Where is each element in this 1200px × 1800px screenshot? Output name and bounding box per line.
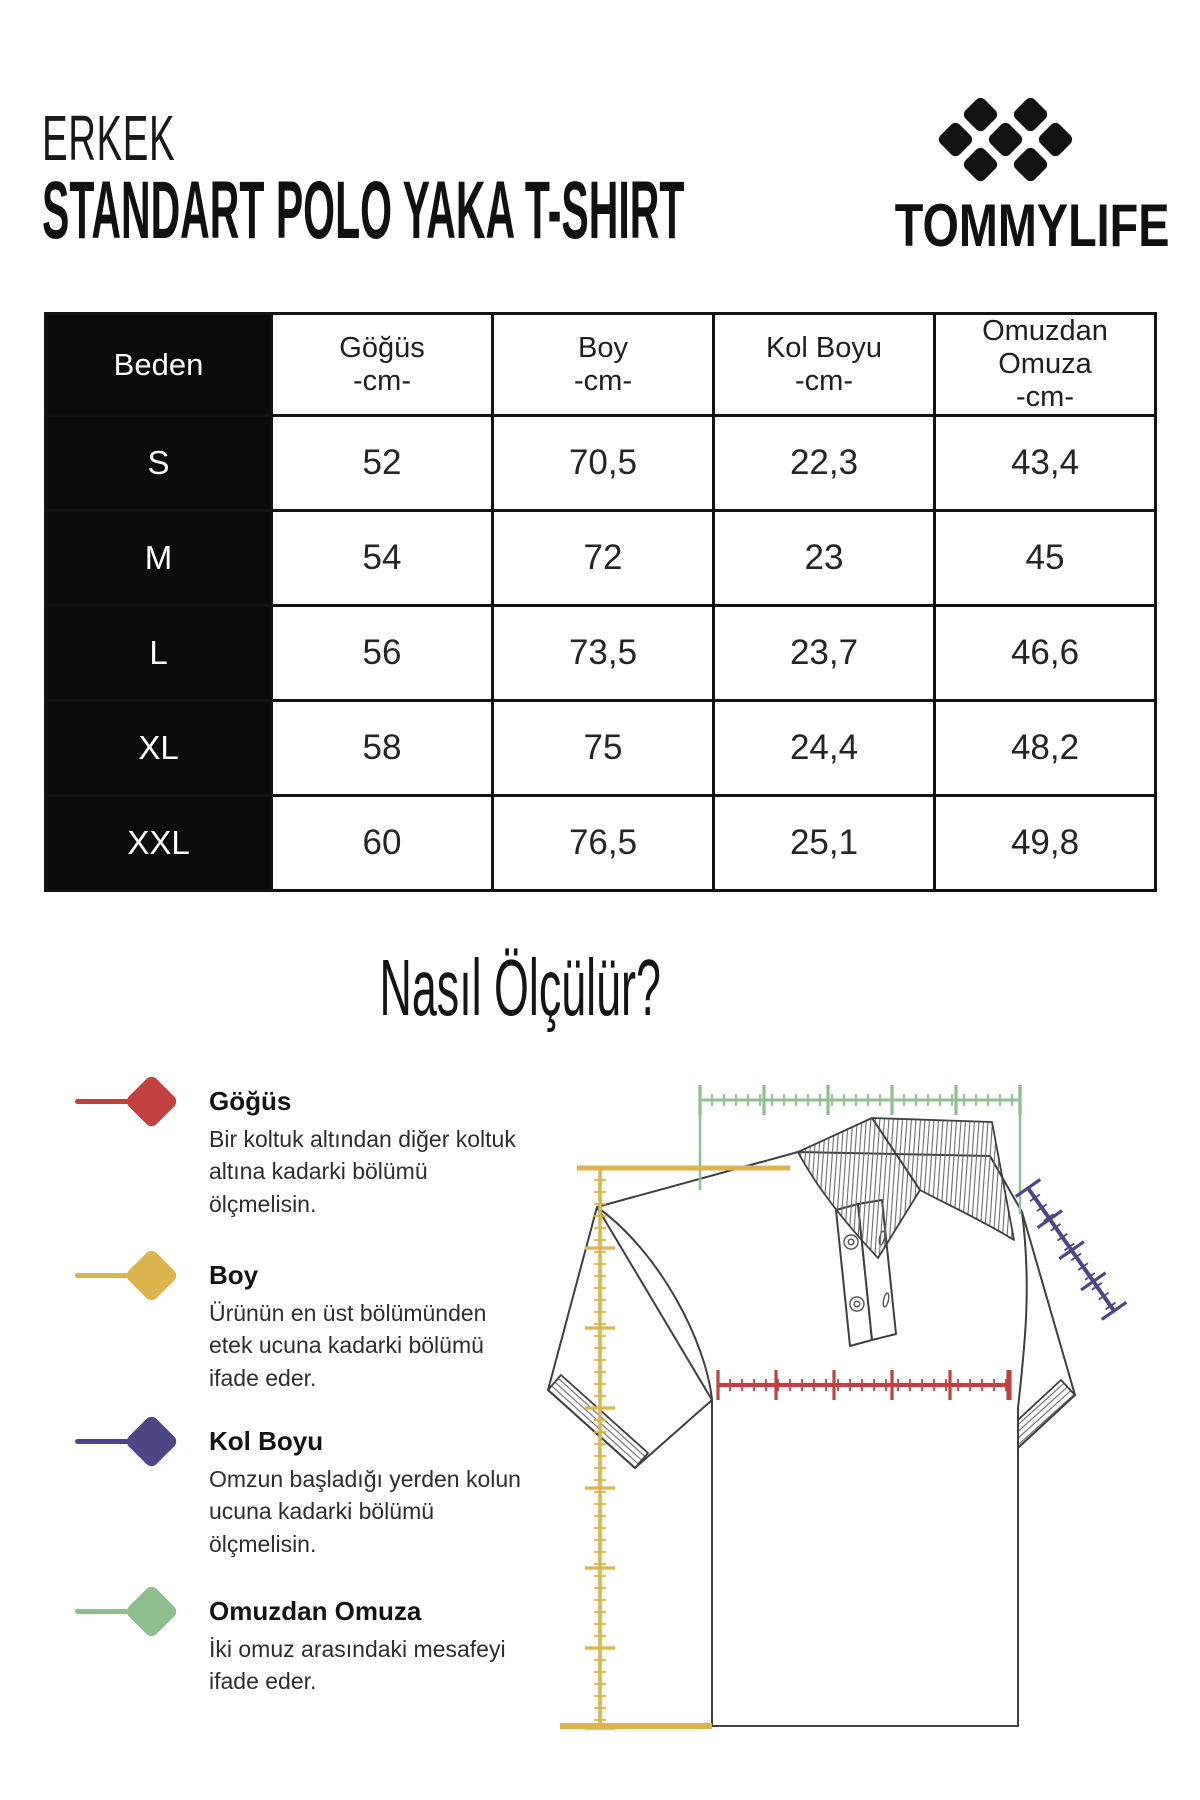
legend-name: Göğüs xyxy=(209,1086,292,1116)
chest-value: 56 xyxy=(272,606,493,701)
polo-shirt-drawing xyxy=(548,1118,1075,1726)
legend-name: Boy xyxy=(209,1260,259,1290)
brand-name: TOMMYLIFE xyxy=(894,192,1170,259)
size-cell: S xyxy=(46,416,272,511)
column-header-length: Boy -cm- xyxy=(493,314,714,416)
table-row-l xyxy=(46,606,1156,701)
brand-block xyxy=(856,92,1170,259)
sleeve-value: 24,4 xyxy=(714,701,935,796)
legend-description: Bir koltuk altından diğer koltuk altına kadarki bölümü ölçmelisin. xyxy=(209,1126,516,1217)
chest-value: 52 xyxy=(272,416,493,511)
chest-value: 54 xyxy=(272,511,493,606)
length-value: 75 xyxy=(493,701,714,796)
column-header-sleeve: Kol Boyu -cm- xyxy=(714,314,935,416)
sleeve-value: 23 xyxy=(714,511,935,606)
table-row-m xyxy=(46,511,1156,606)
legend-item-length xyxy=(75,1252,521,1394)
size-cell: XL xyxy=(46,701,272,796)
legend-name: Kol Boyu xyxy=(209,1426,324,1456)
legend-item-chest xyxy=(75,1078,521,1220)
diamond-cluster-logo-icon xyxy=(935,92,1077,188)
product-category: ERKEK xyxy=(42,102,176,174)
table-row-xl xyxy=(46,701,1156,796)
sleeve-value: 22,3 xyxy=(714,416,935,511)
legend-item-shoulder xyxy=(75,1588,521,1698)
how-to-measure-title: Nasıl Ölçülür? xyxy=(379,943,661,1032)
shoulder-ruler xyxy=(700,1085,1020,1115)
yellow-diamond-icon xyxy=(124,1248,179,1303)
length-value: 76,5 xyxy=(493,796,714,891)
legend-description: Omzun başladığı yerden kolun ucuna kadarki bölümü ölçmelisin. xyxy=(209,1466,521,1557)
legend-item-sleeve xyxy=(75,1418,521,1560)
size-column-header: Beden xyxy=(46,314,272,416)
shoulder-value: 43,4 xyxy=(935,416,1156,511)
red-diamond-icon xyxy=(124,1074,179,1129)
size-cell: M xyxy=(46,511,272,606)
legend-name: Omuzdan Omuza xyxy=(209,1596,422,1626)
shoulder-marker xyxy=(75,1588,195,1638)
chest-value: 60 xyxy=(272,796,493,891)
table-row-s xyxy=(46,416,1156,511)
length-value: 72 xyxy=(493,511,714,606)
navy-diamond-icon xyxy=(124,1414,179,1469)
shoulder-value: 49,8 xyxy=(935,796,1156,891)
size-cell: L xyxy=(46,606,272,701)
chest-value: 58 xyxy=(272,701,493,796)
sleeve-value: 23,7 xyxy=(714,606,935,701)
legend-description: Ürünün en üst bölümünden etek ucuna kadarki bölümü ifade eder. xyxy=(209,1300,487,1391)
column-header-shoulder: Omuzdan Omuza -cm- xyxy=(935,314,1156,416)
green-diamond-icon xyxy=(124,1584,179,1639)
product-title: STANDART POLO YAKA T-SHIRT xyxy=(42,165,685,256)
sleeve-value: 25,1 xyxy=(714,796,935,891)
shoulder-value: 46,6 xyxy=(935,606,1156,701)
column-header-chest: Göğüs -cm- xyxy=(272,314,493,416)
size-table xyxy=(44,312,1157,892)
length-value: 73,5 xyxy=(493,606,714,701)
size-cell: XXL xyxy=(46,796,272,891)
shoulder-value: 48,2 xyxy=(935,701,1156,796)
table-row-xxl xyxy=(46,796,1156,891)
legend-description: İki omuz arasındaki mesafeyi ifade eder. xyxy=(209,1636,506,1695)
sleeve-marker xyxy=(75,1418,195,1468)
chest-marker xyxy=(75,1078,195,1128)
shoulder-value: 45 xyxy=(935,511,1156,606)
measurement-diagram xyxy=(500,1040,1150,1780)
length-marker xyxy=(75,1252,195,1302)
length-value: 70,5 xyxy=(493,416,714,511)
